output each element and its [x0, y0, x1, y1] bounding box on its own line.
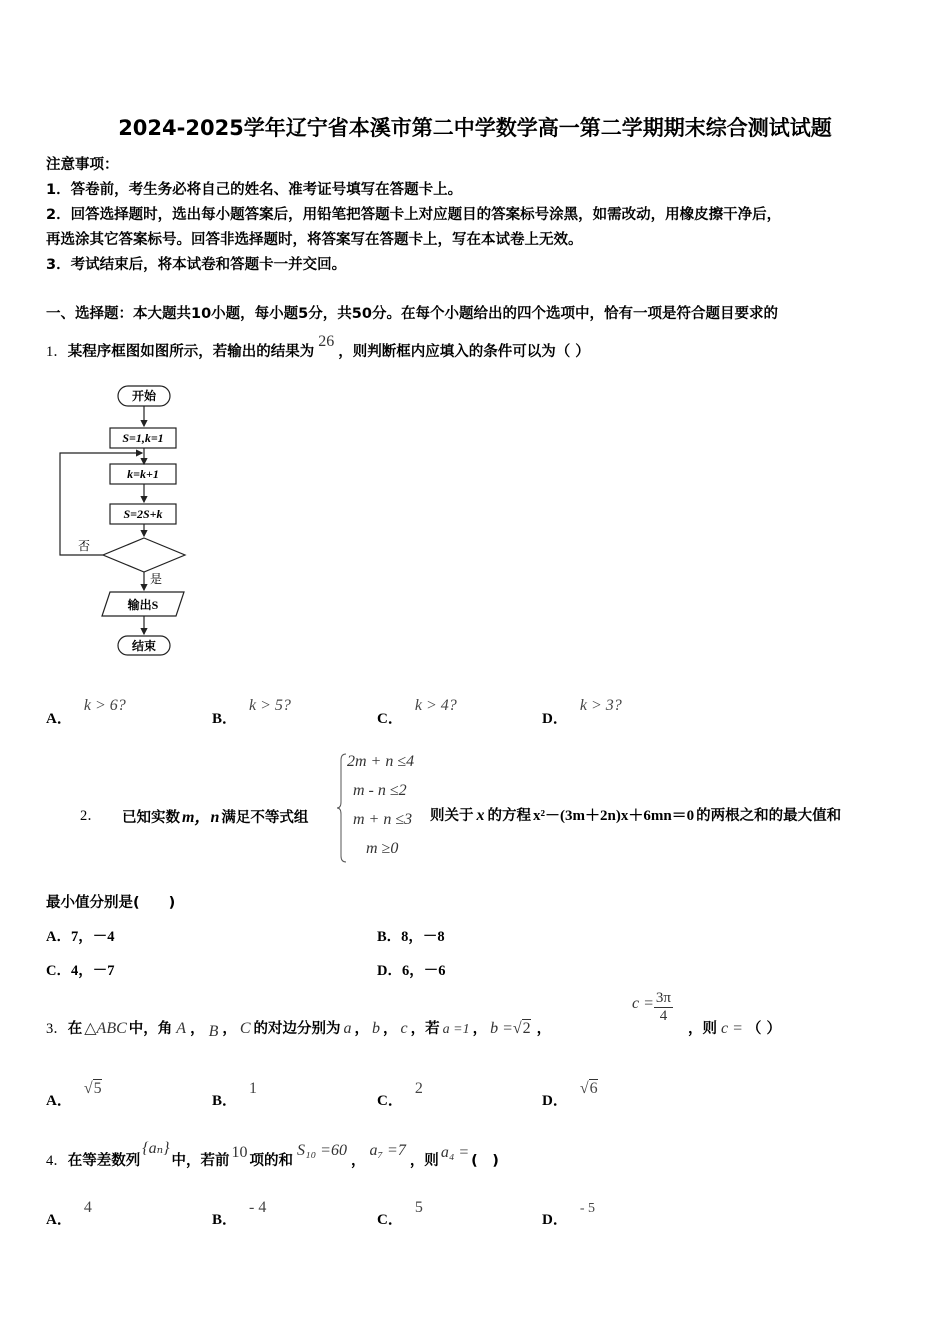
question-1-result: 26 [318, 333, 335, 350]
q4-sequence: {aₙ} [142, 1140, 170, 1157]
system-line-3: m + n ≤3 [353, 811, 413, 828]
option-label: A． [46, 929, 71, 945]
q1-option-b[interactable] [212, 697, 291, 728]
q3-option-b[interactable] [212, 1080, 258, 1110]
q3-angle-c: C [239, 1020, 251, 1037]
notice-item-1: 1．答卷前，考生务必将自己的姓名、准考证号填写在答题卡上。 [46, 182, 463, 198]
option-label: C． [377, 711, 403, 727]
system-line-1: 2m + n ≤4 [347, 753, 415, 770]
q2-text-a: 已知实数 [122, 810, 180, 826]
q4-a7: a₇ =7 [369, 1142, 406, 1159]
q2-text-e: 的两根之和的最大值和 [696, 808, 842, 824]
q3-cond-c-lhs: c = [632, 995, 654, 1012]
q2-text-d: 的方程 [487, 808, 531, 824]
option-label: B． [212, 1093, 238, 1109]
q4-option-b[interactable] [212, 1199, 267, 1229]
option-label: A． [46, 1212, 72, 1228]
q3-side-b: b [372, 1020, 381, 1037]
q2-option-d[interactable] [377, 959, 445, 980]
q4-t3: 项的和 [249, 1153, 294, 1169]
q2-option-c[interactable] [46, 959, 114, 980]
q1-option-a[interactable] [46, 697, 126, 728]
option-label: B． [212, 711, 238, 727]
question-1-text [46, 333, 590, 361]
q4-n10: 10 [231, 1144, 248, 1161]
q4-t1: 在等差数列 [67, 1153, 141, 1169]
option-label: A． [46, 711, 72, 727]
option-value: 5 [93, 1080, 102, 1097]
q3-sep: ， [222, 1021, 237, 1037]
question-1-part-a: 某程序框图如图所示，若输出的结果为 [67, 344, 315, 360]
q3-cond-a: a =1 [442, 1022, 470, 1037]
option-value: 4 [83, 1199, 92, 1216]
question-2-number: 2． [80, 808, 102, 824]
question-4-text [46, 1140, 499, 1170]
q4-a4: a₄ = [440, 1144, 470, 1161]
option-value: 5 [414, 1199, 423, 1216]
question-number: 1． [46, 344, 68, 360]
option-label: D． [542, 711, 568, 727]
q3-t1: 在 [67, 1021, 83, 1037]
q3-t6: （ ） [746, 1021, 781, 1037]
option-label: C． [377, 1093, 403, 1109]
q2-text-b: 满足不等式组 [221, 810, 309, 826]
notice-heading: 注意事项： [46, 157, 119, 173]
flowchart-decision-shape [103, 538, 185, 572]
option-label: B． [377, 929, 402, 945]
q3-cond-c-numerator: 3π [655, 990, 671, 1006]
flowchart-init-label: S=1,k=1 [122, 431, 164, 445]
option-label: C． [377, 1212, 403, 1228]
q2-equation: x²－(3m＋2n)x＋6mn＝0 [533, 808, 695, 824]
question-1-part-b: ，则判断框内应填入的条件可以为（ ） [338, 344, 590, 360]
question-2-part-a [122, 804, 308, 827]
option-label: D． [542, 1093, 568, 1109]
system-line-2: m - n ≤2 [353, 782, 407, 799]
flowchart [54, 380, 204, 660]
q3-sep: ， [354, 1021, 370, 1037]
q2-option-a[interactable] [46, 925, 114, 946]
q4-option-c[interactable] [377, 1199, 423, 1229]
option-label: B． [212, 1212, 238, 1228]
flowchart-yes-label: 是 [149, 572, 163, 586]
q3-ask: c = [721, 1020, 743, 1037]
q2-x: x [476, 807, 485, 824]
q4-t2: 中，若前 [171, 1153, 230, 1169]
flowchart-no-label: 否 [77, 539, 91, 553]
section-heading: 一、选择题：本大题共10小题，每小题5分，共50分。在每个小题给出的四个选项中，恰有一项是符合题目要求的 [46, 306, 778, 322]
q3-t2: 中，角 [128, 1021, 173, 1037]
question-number: 4． [46, 1153, 68, 1169]
q4-t4: ，则 [409, 1153, 439, 1169]
q3-t5: ，则 [688, 1021, 717, 1037]
option-value: 7，－4 [70, 929, 115, 945]
q3-angle-a: A [176, 1020, 187, 1037]
q3-option-c[interactable] [377, 1080, 423, 1110]
system-line-4: m ≥0 [366, 840, 399, 857]
q3-side-c: c [400, 1020, 408, 1037]
option-value: k > 4? [414, 697, 457, 714]
option-value: 4，－7 [70, 963, 115, 979]
q3-cond-b-radicand: 2 [522, 1020, 531, 1037]
q2-vars: m，n [182, 809, 220, 826]
q3-angle-b: B [208, 1023, 219, 1040]
q3-sep: ， [190, 1021, 205, 1037]
q3-triangle: △ABC [84, 1020, 127, 1037]
notice-item-2-cont: 再选涂其它答案标号。回答非选择题时，将答案写在答题卡上，写在本试卷上无效。 [46, 232, 583, 248]
q1-option-d[interactable] [542, 697, 622, 728]
q4-option-a[interactable] [46, 1199, 92, 1229]
q4-option-d[interactable] [542, 1201, 596, 1229]
q3-cond-b: b = [490, 1020, 513, 1037]
question-2-part-b [430, 804, 841, 825]
notice-item-2: 2．回答选择题时，选出每小题答案后，用铅笔把答题卡上对应题目的答案标号涂黑，如需改动，用橡皮擦干净后， [46, 207, 782, 223]
notice-item-3: 3．考试结束后，将本试卷和答题卡一并交回。 [46, 257, 347, 273]
q3-cond-c [632, 990, 673, 1025]
q3-t3: 的对边分别为 [253, 1021, 341, 1037]
q3-option-a[interactable]: A．√5 [46, 1080, 102, 1109]
option-label: C． [46, 963, 71, 979]
flowchart-end-label: 结束 [131, 639, 157, 653]
option-value: 6 [589, 1080, 598, 1097]
option-value: 8，－8 [401, 929, 445, 945]
option-label: D． [542, 1212, 568, 1228]
q3-sep: ， [472, 1021, 488, 1037]
option-value: 1 [249, 1080, 258, 1097]
q2-text-c: 则关于 [430, 808, 474, 824]
q4-s10: S₁₀ =60 [297, 1142, 347, 1159]
option-value: - 5 [579, 1201, 596, 1216]
page-title: 2024-2025学年辽宁省本溪市第二中学数学高一第二学期期末综合测试试题 [118, 116, 832, 140]
q4-t5: ( ) [471, 1153, 499, 1169]
option-value: - 4 [249, 1199, 267, 1216]
q3-t4: ，若 [410, 1021, 440, 1037]
q2-option-b[interactable] [377, 925, 445, 946]
option-value: k > 5? [249, 697, 291, 714]
flowchart-output-label: 输出S [127, 598, 159, 612]
option-value: k > 6? [83, 697, 126, 714]
q4-sep: ， [350, 1153, 366, 1169]
option-value: 2 [414, 1080, 423, 1097]
q1-option-c[interactable] [377, 697, 457, 728]
flowchart-step2-label: S=2S+k [123, 507, 163, 521]
question-number: 3． [46, 1021, 68, 1037]
option-value: 6，－6 [401, 963, 446, 979]
q3-sep: ， [383, 1021, 398, 1037]
question-3-text: 3．在 △ABC 中，角 A ， B ， C 的对边分别为 a ， b ， c ，若 a =1 ， b =√2 ， [46, 1020, 552, 1040]
q3-cond-c-denominator: 4 [659, 1008, 668, 1024]
question-3-tail [688, 1017, 781, 1038]
flowchart-step1-label: k=k+1 [127, 467, 159, 481]
q3-sep: ， [536, 1021, 552, 1037]
option-value: k > 3? [579, 697, 622, 714]
flowchart-start-label: 开始 [131, 389, 157, 403]
option-label: D． [377, 963, 402, 979]
question-2-part-c: 最小值分别是( ) [46, 895, 176, 911]
q3-side-a: a [343, 1020, 352, 1037]
q3-option-d[interactable]: D．√6 [542, 1080, 598, 1109]
option-label: A． [46, 1093, 72, 1109]
